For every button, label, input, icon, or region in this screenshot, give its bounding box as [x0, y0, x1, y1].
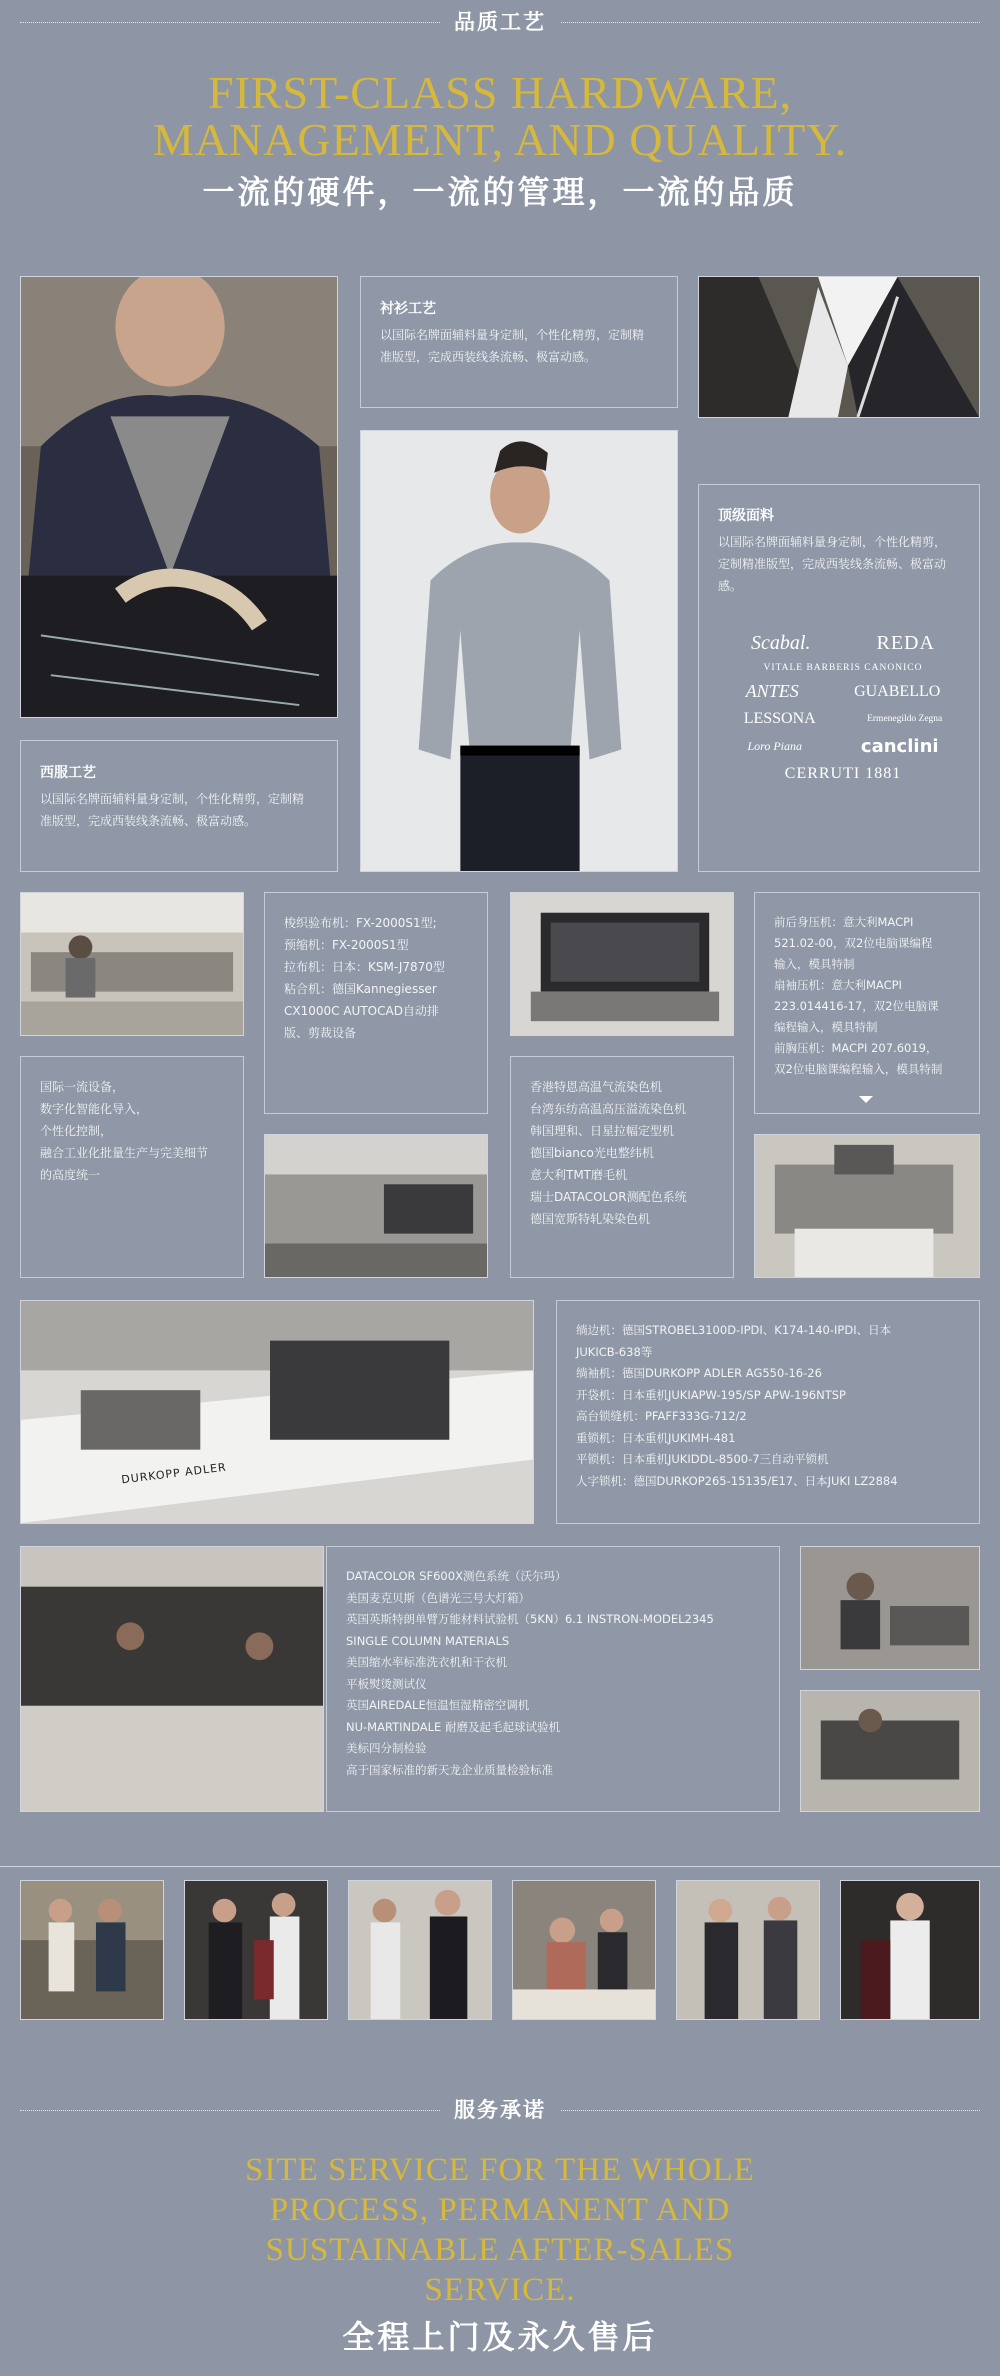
- quality-section-header: [0, 6, 1000, 38]
- service-en-title-line2: PROCESS, PERMANENT AND: [269, 2192, 731, 2228]
- suit-craft-desc-1: 以国际名牌面辅料量身定制，个性化精剪，定制精: [40, 792, 305, 806]
- sewing-line: 高台锁缝机：PFAFF333G-712/2: [576, 1409, 747, 1423]
- quality-cn-title: 一流的硬件，一流的管理，一流的品质: [202, 173, 798, 211]
- machines-a-line: 粘合机：德国Kannegiesser: [284, 982, 437, 996]
- dyeing-text: [530, 1076, 730, 1230]
- testing-line: NU-MARTINDALE 耐磨及起毛起球试验机: [346, 1719, 560, 1734]
- testing-line: 美国麦克贝斯（色谱光三号大灯箱）: [346, 1590, 530, 1605]
- intl-line: 国际一流设备，: [40, 1080, 125, 1094]
- testing-line: 英国英斯特朗单臂万能材料试验机（5KN）6.1 INSTRON-MODEL2345: [346, 1612, 714, 1626]
- fabric-desc-2: 定制精准版型，完成西装线条流畅、极富动: [718, 557, 947, 571]
- shirt-craft-desc-2: 准版型，完成西装线条流畅、极富动感。: [380, 350, 597, 364]
- scabal-logo: Scabal.: [751, 632, 811, 654]
- service-heading: 服务承诺: [440, 2094, 560, 2126]
- zegna-logo: Ermenegildo Zegna: [867, 714, 943, 724]
- sewing-floor-photo: [20, 1300, 534, 1524]
- sewing-line: JUKICB-638等: [576, 1344, 653, 1359]
- fabric-inspection-photo: [510, 892, 734, 1036]
- fitting-photo: [676, 1880, 820, 2020]
- pressing-machine-photo: [754, 1134, 980, 1278]
- fabric-title: 顶级面料: [718, 508, 774, 524]
- intl-line: 个性化控制，: [40, 1124, 113, 1138]
- fitting-photo: [184, 1880, 328, 2020]
- quality-en-title-line2: MANAGEMENT, AND QUALITY.: [152, 114, 848, 165]
- machines-b-line: 前后身压机：意大利MACPI: [774, 915, 914, 929]
- service-en-title-line1: SITE SERVICE FOR THE WHOLE: [245, 2152, 755, 2188]
- garment-rack-photo: [20, 1546, 324, 1812]
- model-shirt-photo: [360, 430, 678, 872]
- dyeing-line: 意大利TMT磨毛机: [530, 1168, 628, 1182]
- canclini-logo: canclini: [860, 736, 939, 757]
- shirt-craft-desc-1: 以国际名牌面辅料量身定制，个性化精剪，定制精: [380, 328, 645, 342]
- sewing-line: 平锁机：日本重机JUKIDDL-8500-7三自动平锁机: [576, 1452, 829, 1466]
- testing-line: 英国AIREDALE恒温恒湿精密空调机: [346, 1698, 530, 1712]
- intl-line: 融合工业化批量生产与完美细节: [40, 1146, 209, 1160]
- machines-a-line: 版、剪裁设备: [284, 1026, 357, 1040]
- brand-logos: [718, 632, 968, 791]
- vbc-logo: VITALE BARBERIS CANONICO: [763, 663, 923, 673]
- testing-line: 高于国家标准的新天龙企业质量检验标准: [346, 1762, 553, 1777]
- machines-a-line: CX1000C AUTOCAD自动排: [284, 1004, 439, 1018]
- antes-logo: ANTES: [745, 681, 799, 701]
- suit-craft-desc-2: 准版型，完成西装线条流畅、极富动感。: [40, 814, 257, 828]
- dyeing-line: 台湾东纺高温高压溢流染色机: [530, 1102, 687, 1116]
- machines-b-line: 521.02-00，双2位电脑课编程: [774, 936, 933, 950]
- sewing-line: 绱袖机：德国DURKOPP ADLER AG550-16-26: [576, 1366, 822, 1380]
- intl-equipment-text: [40, 1076, 240, 1186]
- machines-b-line: 输入，模具特制: [774, 957, 855, 971]
- suit-collar-photo: [698, 276, 980, 418]
- cutting-machine-photo: [264, 1134, 488, 1278]
- dyeing-line: 香港特恩高温气流染色机: [530, 1080, 663, 1094]
- suit-craft-title: 西服工艺: [40, 765, 96, 781]
- sewing-detail-photo: [800, 1690, 980, 1812]
- machines-a-line: 梭织验布机：FX-2000S1型;: [284, 916, 437, 930]
- sewing-worker-photo: [800, 1546, 980, 1670]
- cerruti-logo: CERRUTI 1881: [784, 765, 902, 782]
- testing-line: 美国缩水率标准洗衣机和干衣机: [346, 1655, 507, 1669]
- lessona-logo: LESSONA: [743, 710, 816, 727]
- chevron-down-icon[interactable]: [859, 1096, 873, 1103]
- reda-logo: REDA: [876, 632, 935, 654]
- service-cn-title: 全程上门及永久售后: [342, 2318, 658, 2356]
- machines-b-line: 扇袖压机：意大利MACPI: [774, 978, 902, 992]
- fitting-photo: [20, 1880, 164, 2020]
- quality-en-title-line1: FIRST-CLASS HARDWARE,: [207, 67, 793, 118]
- workshop-photo: [20, 892, 244, 1036]
- machines-b-line: 双2位电脑课编程输入，模具特制: [774, 1062, 943, 1076]
- service-en-title-line4: SERVICE.: [424, 2272, 576, 2308]
- dyeing-line: 德国bianco光电整纬机: [530, 1146, 654, 1160]
- sewing-line: 重锁机：日本重机JUKIMH-481: [576, 1430, 736, 1445]
- sewing-text: [576, 1320, 976, 1492]
- testing-text: [346, 1566, 776, 1781]
- machines-b-line: 编程输入，模具特制: [774, 1020, 878, 1034]
- intl-line: 的高度统一: [40, 1168, 101, 1182]
- fabric-desc-1: 以国际名牌面辅料量身定制，个性化精剪，: [718, 535, 947, 549]
- service-section-header: [0, 2094, 1000, 2126]
- dyeing-line: 瑞士DATACOLOR测配色系统: [530, 1190, 687, 1204]
- divider: [0, 1866, 1000, 1867]
- dyeing-line: 德国宽斯特轧染染色机: [530, 1212, 651, 1226]
- shirt-craft-text: [380, 298, 670, 368]
- testing-line: 美标四分制检验: [346, 1741, 427, 1755]
- machines-a-line: 拉布机：日本：KSM-J7870型: [284, 960, 445, 974]
- suit-craft-text: [40, 762, 330, 832]
- machines-b-line: 223.014416-17，双2位电脑课: [774, 999, 939, 1013]
- machine-brand-sign: DURKOPP ADLER: [120, 1460, 228, 1487]
- loropiana-logo: Loro Piana: [747, 739, 803, 753]
- machines-a-line: 预缩机：FX-2000S1型: [284, 938, 409, 952]
- sewing-line: 开袋机：日本重机JUKIAPW-195/SP APW-196NTSP: [576, 1387, 846, 1402]
- fitting-photo: [348, 1880, 492, 2020]
- service-en-title-line3: SUSTAINABLE AFTER-SALES: [265, 2232, 735, 2268]
- shirt-craft-title: 衬衫工艺: [380, 301, 436, 317]
- tailor-measuring-photo: [20, 276, 338, 718]
- sewing-line: 绱边机：德国STROBEL3100D-IPDI、K174-140-IPDI、日本: [576, 1323, 892, 1337]
- testing-line: 平板熨烫测试仪: [346, 1676, 427, 1691]
- machines-a-text: [284, 912, 484, 1044]
- quality-heading: 品质工艺: [440, 6, 560, 38]
- testing-line: DATACOLOR SF600X测色系统（沃尔玛）: [346, 1569, 567, 1583]
- dyeing-line: 韩国理和、日星拉幅定型机: [530, 1124, 675, 1138]
- fitting-photo: [840, 1880, 980, 2020]
- testing-line: SINGLE COLUMN MATERIALS: [346, 1633, 510, 1648]
- sewing-line: 人字锁机：德国DURKOP265-15135/E17、日本JUKI LZ2884: [576, 1473, 898, 1488]
- fabric-text: [718, 505, 968, 597]
- intl-line: 数字化智能化导入，: [40, 1102, 149, 1116]
- guabello-logo: GUABELLO: [854, 682, 941, 700]
- machines-b-text: [774, 912, 974, 1080]
- machines-b-line: 前胸压机：MACPI 207.6019，: [774, 1041, 938, 1055]
- fitting-photo: [512, 1880, 656, 2020]
- fabric-desc-3: 感。: [718, 579, 743, 593]
